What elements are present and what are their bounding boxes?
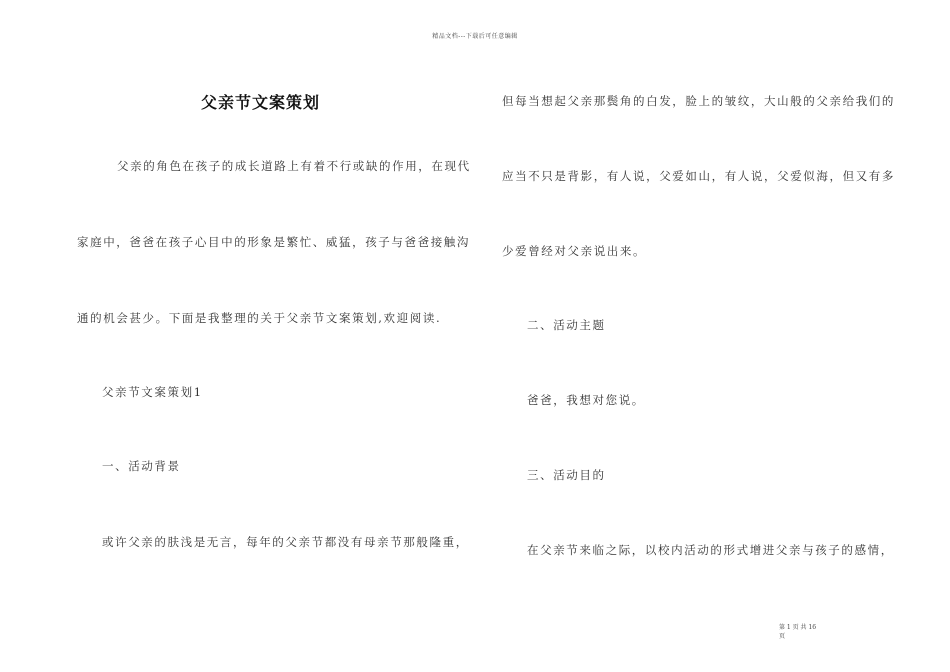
section-heading: 父亲节文案策划1 xyxy=(102,385,203,399)
paragraph-line: 通的机会甚少。下面是我整理的关于父亲节文案策划,欢迎阅读. xyxy=(77,311,442,325)
section-heading: 一、活动背景 xyxy=(102,459,181,473)
paragraph-line: 或许父亲的肤浅是无言，每年的父亲节都没有母亲节那般隆重， xyxy=(102,535,469,549)
section-heading: 二、活动主题 xyxy=(527,318,606,332)
page-header-note: 精品文档---下载后可任意编辑 xyxy=(432,33,518,40)
page-number-line: 页 xyxy=(779,633,786,640)
paragraph-line: 但每当想起父亲那鬓角的白发，脸上的皱纹，大山般的父亲给我们的 xyxy=(502,94,895,108)
paragraph-line: 在父亲节来临之际，以校内活动的形式增进父亲与孩子的感情， xyxy=(527,543,894,557)
paragraph-line: 家庭中，爸爸在孩子心目中的形象是繁忙、威猛，孩子与爸爸接触沟 xyxy=(77,235,470,249)
page-number xyxy=(779,623,839,641)
paragraph-line: 应当不只是背影，有人说，父爱如山，有人说，父爱似海，但又有多 xyxy=(502,169,895,183)
paragraph-line: 父亲的角色在孩子的成长道路上有着不行或缺的作用，在现代 xyxy=(117,159,471,173)
section-heading: 三、活动目的 xyxy=(527,468,606,482)
paragraph-line: 爸爸，我想对您说。 xyxy=(527,393,645,407)
paragraph-line: 少爱曾经对父亲说出来。 xyxy=(502,244,647,258)
document-title: 父亲节文案策划 xyxy=(201,93,321,112)
page-number-line: 第 1 页 共 16 xyxy=(779,624,817,631)
